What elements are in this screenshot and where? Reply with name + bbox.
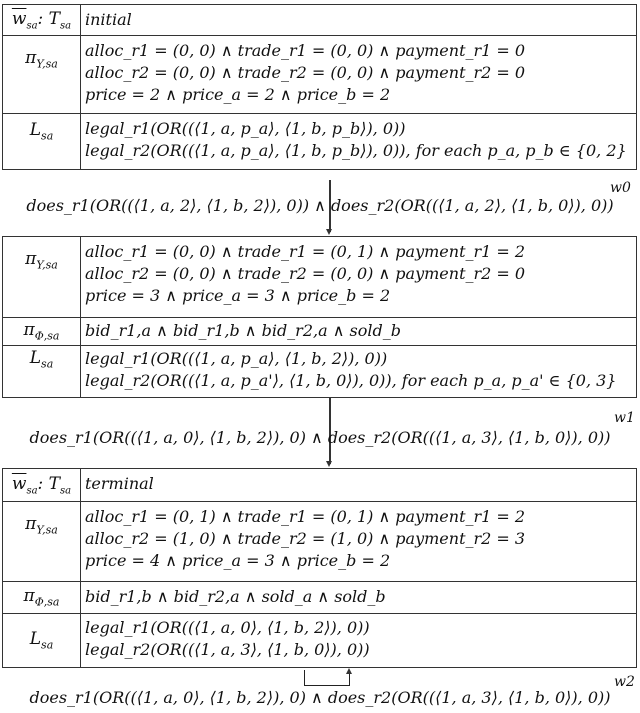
pi-y-row [3,501,636,581]
pi-y-content [81,237,636,317]
pi-y-row [3,237,636,317]
pi-y-line: price = 2 ∧ price_a = 2 ∧ price_b = 2 [85,85,391,104]
legal-line: legal_r1(OR((⟨1, a, p_a⟩, ⟨1, b, 2⟩), 0)) [85,349,388,368]
pi-phi-content: bid_r1,a ∧ bid_r1,b ∧ bid_r2,a ∧ sold_b [85,321,401,340]
pi-y-line: alloc_r1 = (0, 0) ∧ trade_r1 = (0, 0) ∧ payment_r1 = 0 [85,41,526,60]
legal-line: legal_r1(OR((⟨1, a, p_a⟩, ⟨1, b, p_b⟩), 0)) [85,119,406,138]
transition-label: w2 [614,674,635,690]
legal-row [3,613,636,667]
transition-action: does_r1(OR((⟨1, a, 0⟩, ⟨1, b, 2⟩), 0) ∧ does_r2(OR((⟨1, a, 3⟩, ⟨1, b, 0⟩), 0)) [29,688,611,707]
arrow-up-icon [346,668,352,674]
state-terminal [2,468,637,668]
state-header-row [3,469,636,501]
state-intermediate [2,236,637,398]
legal-line: legal_r2(OR((⟨1, a, p_a⟩, ⟨1, b, p_b⟩), 0)), for each p_a, p_b ∈ {0, 2} [85,141,627,160]
legal-content [81,614,636,667]
pi-y-content [81,502,636,581]
state-header-label: $\overline{w}_{sa}$: $T_{sa}$ [3,5,81,35]
legal-content [81,346,636,397]
pi-phi-row [3,317,636,345]
pi-y-line: alloc_r2 = (1, 0) ∧ trade_r2 = (1, 0) ∧ payment_r2 = 3 [85,529,526,548]
pi-y-line: alloc_r1 = (0, 1) ∧ trade_r1 = (0, 1) ∧ payment_r1 = 2 [85,507,526,526]
state-header-row [3,5,636,35]
arrow-down-icon [326,229,332,235]
legal-row [3,345,636,397]
pi-y-line: alloc_r2 = (0, 0) ∧ trade_r2 = (0, 0) ∧ payment_r2 = 0 [85,264,526,283]
transition-action: does_r1(OR((⟨1, a, 2⟩, ⟨1, b, 2⟩), 0)) ∧ does_r2(OR((⟨1, a, 2⟩, ⟨1, b, 0⟩), 0)) [26,196,614,215]
transition-action: does_r1(OR((⟨1, a, 0⟩, ⟨1, b, 2⟩), 0) ∧ does_r2(OR((⟨1, a, 3⟩, ⟨1, b, 0⟩), 0)) [29,428,611,447]
legal-line: legal_r1(OR((⟨1, a, 0⟩, ⟨1, b, 2⟩), 0)) [85,618,370,637]
pi-y-line: price = 4 ∧ price_a = 3 ∧ price_b = 2 [85,551,391,570]
legal-row [3,113,636,169]
arrow-down-icon [326,461,332,467]
legal-line: legal_r2(OR((⟨1, a, 3⟩, ⟨1, b, 0⟩), 0)) [85,640,370,659]
state-initial [2,4,637,170]
pi-y-content [81,36,636,113]
transition-label: w1 [614,410,635,426]
legal-content [81,114,636,169]
legal-label: $L_{sa}$ [3,114,81,169]
state-type: terminal [85,474,154,493]
pi-phi-content: bid_r1,b ∧ bid_r2,a ∧ sold_a ∧ sold_b [85,587,386,606]
legal-label: $L_{sa}$ [3,346,81,397]
pi-y-label: $\pi_{Y,sa}$ [3,502,81,581]
legal-label: $L_{sa}$ [3,614,81,667]
state-header-label: $\overline{w}_{sa}$: $T_{sa}$ [3,469,81,501]
pi-y-row [3,35,636,113]
pi-y-label: $\pi_{Y,sa}$ [3,36,81,113]
pi-y-line: alloc_r1 = (0, 0) ∧ trade_r1 = (0, 1) ∧ payment_r1 = 2 [85,242,526,261]
pi-phi-row [3,581,636,613]
pi-y-line: price = 3 ∧ price_a = 3 ∧ price_b = 2 [85,286,391,305]
legal-line: legal_r2(OR((⟨1, a, p_a'⟩, ⟨1, b, 0⟩), 0)), for each p_a, p_a' ∈ {0, 3} [85,371,617,390]
pi-y-label: $\pi_{Y,sa}$ [3,237,81,317]
state-type: initial [85,10,132,29]
transition-label: w0 [610,180,631,196]
pi-y-line: alloc_r2 = (0, 0) ∧ trade_r2 = (0, 0) ∧ payment_r2 = 0 [85,63,526,82]
pi-phi-label: $\pi_{\Phi,sa}$ [3,318,81,345]
pi-phi-label: $\pi_{\Phi,sa}$ [3,582,81,613]
self-loop-edge [304,670,350,686]
